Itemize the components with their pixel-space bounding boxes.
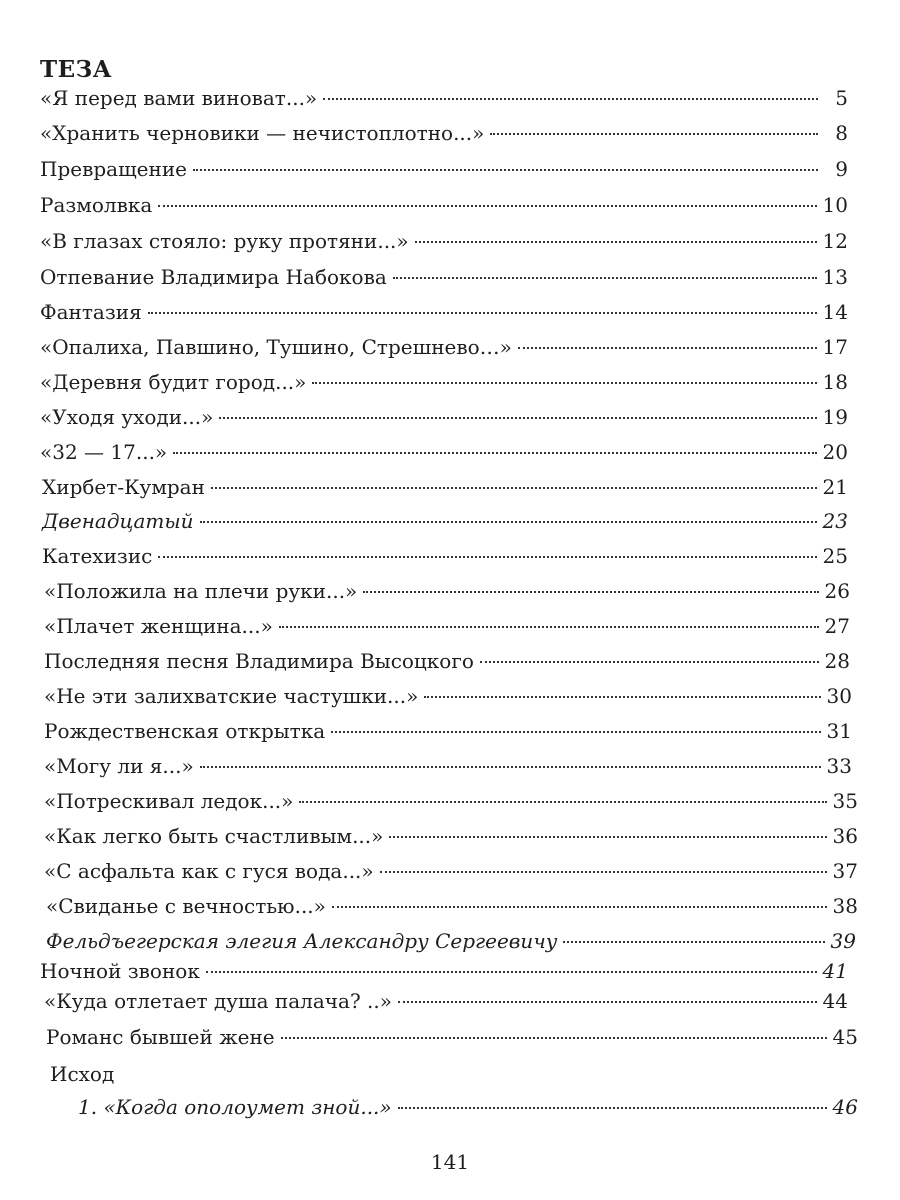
dot-leader xyxy=(332,906,827,908)
toc-entry xyxy=(50,1057,858,1091)
dot-leader xyxy=(331,731,820,733)
toc-entry-title: «Опалиха, Павшино, Тушино, Стрешнево…» xyxy=(40,335,512,359)
toc-entry-page: 17 xyxy=(822,335,848,359)
dot-leader xyxy=(424,696,820,698)
toc-entry xyxy=(40,365,848,399)
toc-entry-page: 33 xyxy=(826,754,852,778)
toc-entry-page: 35 xyxy=(832,789,858,813)
toc-entry-page: 18 xyxy=(822,370,848,394)
toc-entry xyxy=(78,1090,858,1124)
toc-entry-title: Ночной звонок xyxy=(40,959,200,983)
toc-entry-page: 5 xyxy=(835,86,848,110)
toc-entry-title: «С асфальта как с гуся вода...» xyxy=(44,859,374,883)
toc-entry-page: 23 xyxy=(822,509,848,533)
toc-entry-page: 9 xyxy=(835,157,848,181)
dot-leader xyxy=(389,836,826,838)
dot-leader xyxy=(393,277,817,279)
toc-entry-title: Исход xyxy=(50,1062,115,1086)
toc-entry xyxy=(40,152,848,186)
toc-entry xyxy=(44,574,850,608)
toc-entry xyxy=(40,954,848,988)
toc-entry-title: Рождественская открытка xyxy=(44,719,326,743)
dot-leader xyxy=(380,871,827,873)
dot-leader xyxy=(415,241,817,243)
toc-entry-page: 37 xyxy=(832,859,858,883)
dot-leader xyxy=(490,133,818,135)
toc-entry-page: 27 xyxy=(824,614,850,638)
toc-entry-title: Превращение xyxy=(40,157,187,181)
toc-entry-page: 36 xyxy=(832,824,858,848)
toc-entry xyxy=(42,539,848,573)
toc-entry-title: «Как легко быть счастливым...» xyxy=(44,824,384,848)
toc-entry-page: 21 xyxy=(822,475,848,499)
toc-entry xyxy=(44,819,858,853)
toc-entry xyxy=(40,81,848,115)
toc-entry xyxy=(44,854,858,888)
toc-entry xyxy=(44,749,852,783)
toc-entry-page: 26 xyxy=(824,579,850,603)
dot-leader xyxy=(518,347,817,349)
toc-entry-title: «Деревня будит город...» xyxy=(40,370,307,394)
dot-leader xyxy=(158,556,816,558)
toc-entry-page: 10 xyxy=(822,193,848,217)
toc-entry xyxy=(40,295,848,329)
dot-leader xyxy=(563,941,824,943)
toc-entry xyxy=(44,714,852,748)
toc-entry-page: 31 xyxy=(826,719,852,743)
dot-leader xyxy=(480,661,819,663)
toc-entry-title: «Положила на плечи руки...» xyxy=(44,579,358,603)
toc-entry-page: 14 xyxy=(822,300,848,324)
toc-entry-page: 39 xyxy=(830,929,856,953)
toc-entry xyxy=(44,609,850,643)
toc-entry-title: Фантазия xyxy=(40,300,142,324)
toc-entry-title: «Куда отлетает душа палача? ..» xyxy=(44,989,392,1013)
dot-leader xyxy=(200,766,821,768)
toc-entry-title: Размолвка xyxy=(40,193,153,217)
dot-leader xyxy=(158,205,816,207)
toc-entry-page: 45 xyxy=(832,1025,858,1049)
toc-entry xyxy=(44,644,850,678)
dot-leader xyxy=(148,312,817,314)
dot-leader xyxy=(193,169,818,171)
toc-entry-title: «Потрескивал ледок...» xyxy=(44,789,294,813)
dot-leader xyxy=(398,1107,827,1109)
toc-entry-page: 41 xyxy=(822,959,848,983)
toc-entry-page: 44 xyxy=(822,989,848,1013)
toc-entry-title: Хирбет-Кумран xyxy=(42,475,205,499)
toc-entry-title: «Не эти залихватские частушки...» xyxy=(44,684,419,708)
dot-leader xyxy=(312,382,816,384)
toc-entry-title: «В глазах стояло: руку протяни...» xyxy=(40,229,409,253)
dot-leader xyxy=(398,1001,817,1003)
toc-entry-title: Двенадцатый xyxy=(42,509,194,533)
toc-entry-title: «Свиданье с вечностью...» xyxy=(46,894,326,918)
dot-leader xyxy=(219,417,816,419)
toc-entry-page: 20 xyxy=(822,440,848,464)
dot-leader xyxy=(206,971,817,973)
toc-entry xyxy=(40,260,848,294)
toc-entry xyxy=(44,784,858,818)
toc-entry xyxy=(44,679,852,713)
dot-leader xyxy=(200,521,817,523)
toc-entry-title: 1. «Когда ополоумет зной...» xyxy=(78,1095,392,1119)
dot-leader xyxy=(281,1037,827,1039)
toc-entry xyxy=(46,924,856,958)
toc-entry-page: 12 xyxy=(822,229,848,253)
toc-entry xyxy=(40,400,848,434)
toc-entry-page: 8 xyxy=(835,121,848,145)
toc-entry xyxy=(42,470,848,504)
toc-entry-page: 38 xyxy=(832,894,858,918)
toc-entry-page: 28 xyxy=(824,649,850,673)
toc-entry xyxy=(40,330,848,364)
toc-entry-page: 19 xyxy=(822,405,848,429)
toc-entry xyxy=(42,504,848,538)
toc-entry xyxy=(46,1020,858,1054)
dot-leader xyxy=(173,452,816,454)
dot-leader xyxy=(299,801,826,803)
section-title: ТЕЗА xyxy=(40,56,112,83)
toc-entry-title: Катехизис xyxy=(42,544,153,568)
toc-entry-page: 30 xyxy=(826,684,852,708)
toc-entry-title: «Я перед вами виноват...» xyxy=(40,86,318,110)
toc-entry-title: «Могу ли я...» xyxy=(44,754,194,778)
dot-leader xyxy=(323,98,818,100)
toc-entry xyxy=(46,889,858,923)
toc-entry-page: 13 xyxy=(822,265,848,289)
toc-entry xyxy=(40,188,848,222)
toc-entry-page: 46 xyxy=(832,1095,858,1119)
toc-entry-title: Романс бывшей жене xyxy=(46,1025,275,1049)
dot-leader xyxy=(279,626,819,628)
toc-entry-title: «Хранить черновики — нечистоплотно...» xyxy=(40,121,485,145)
toc-entry xyxy=(44,984,848,1018)
toc-entry-title: «Уходя уходи...» xyxy=(40,405,214,429)
toc-entry-page: 25 xyxy=(822,544,848,568)
toc-entry xyxy=(40,435,848,469)
dot-leader xyxy=(211,487,817,489)
toc-entry xyxy=(40,116,848,150)
dot-leader xyxy=(363,591,818,593)
toc-entry-title: Отпевание Владимира Набокова xyxy=(40,265,387,289)
toc-entry-title: Последняя песня Владимира Высоцкого xyxy=(44,649,474,673)
toc-entry-title: Фельдъегерская элегия Александру Сергеевичу xyxy=(46,929,558,953)
toc-entry-title: «Плачет женщина...» xyxy=(44,614,273,638)
toc-entry-title: «32 — 17...» xyxy=(40,440,168,464)
toc-entry xyxy=(40,224,848,258)
page-number: 141 xyxy=(430,1150,470,1174)
